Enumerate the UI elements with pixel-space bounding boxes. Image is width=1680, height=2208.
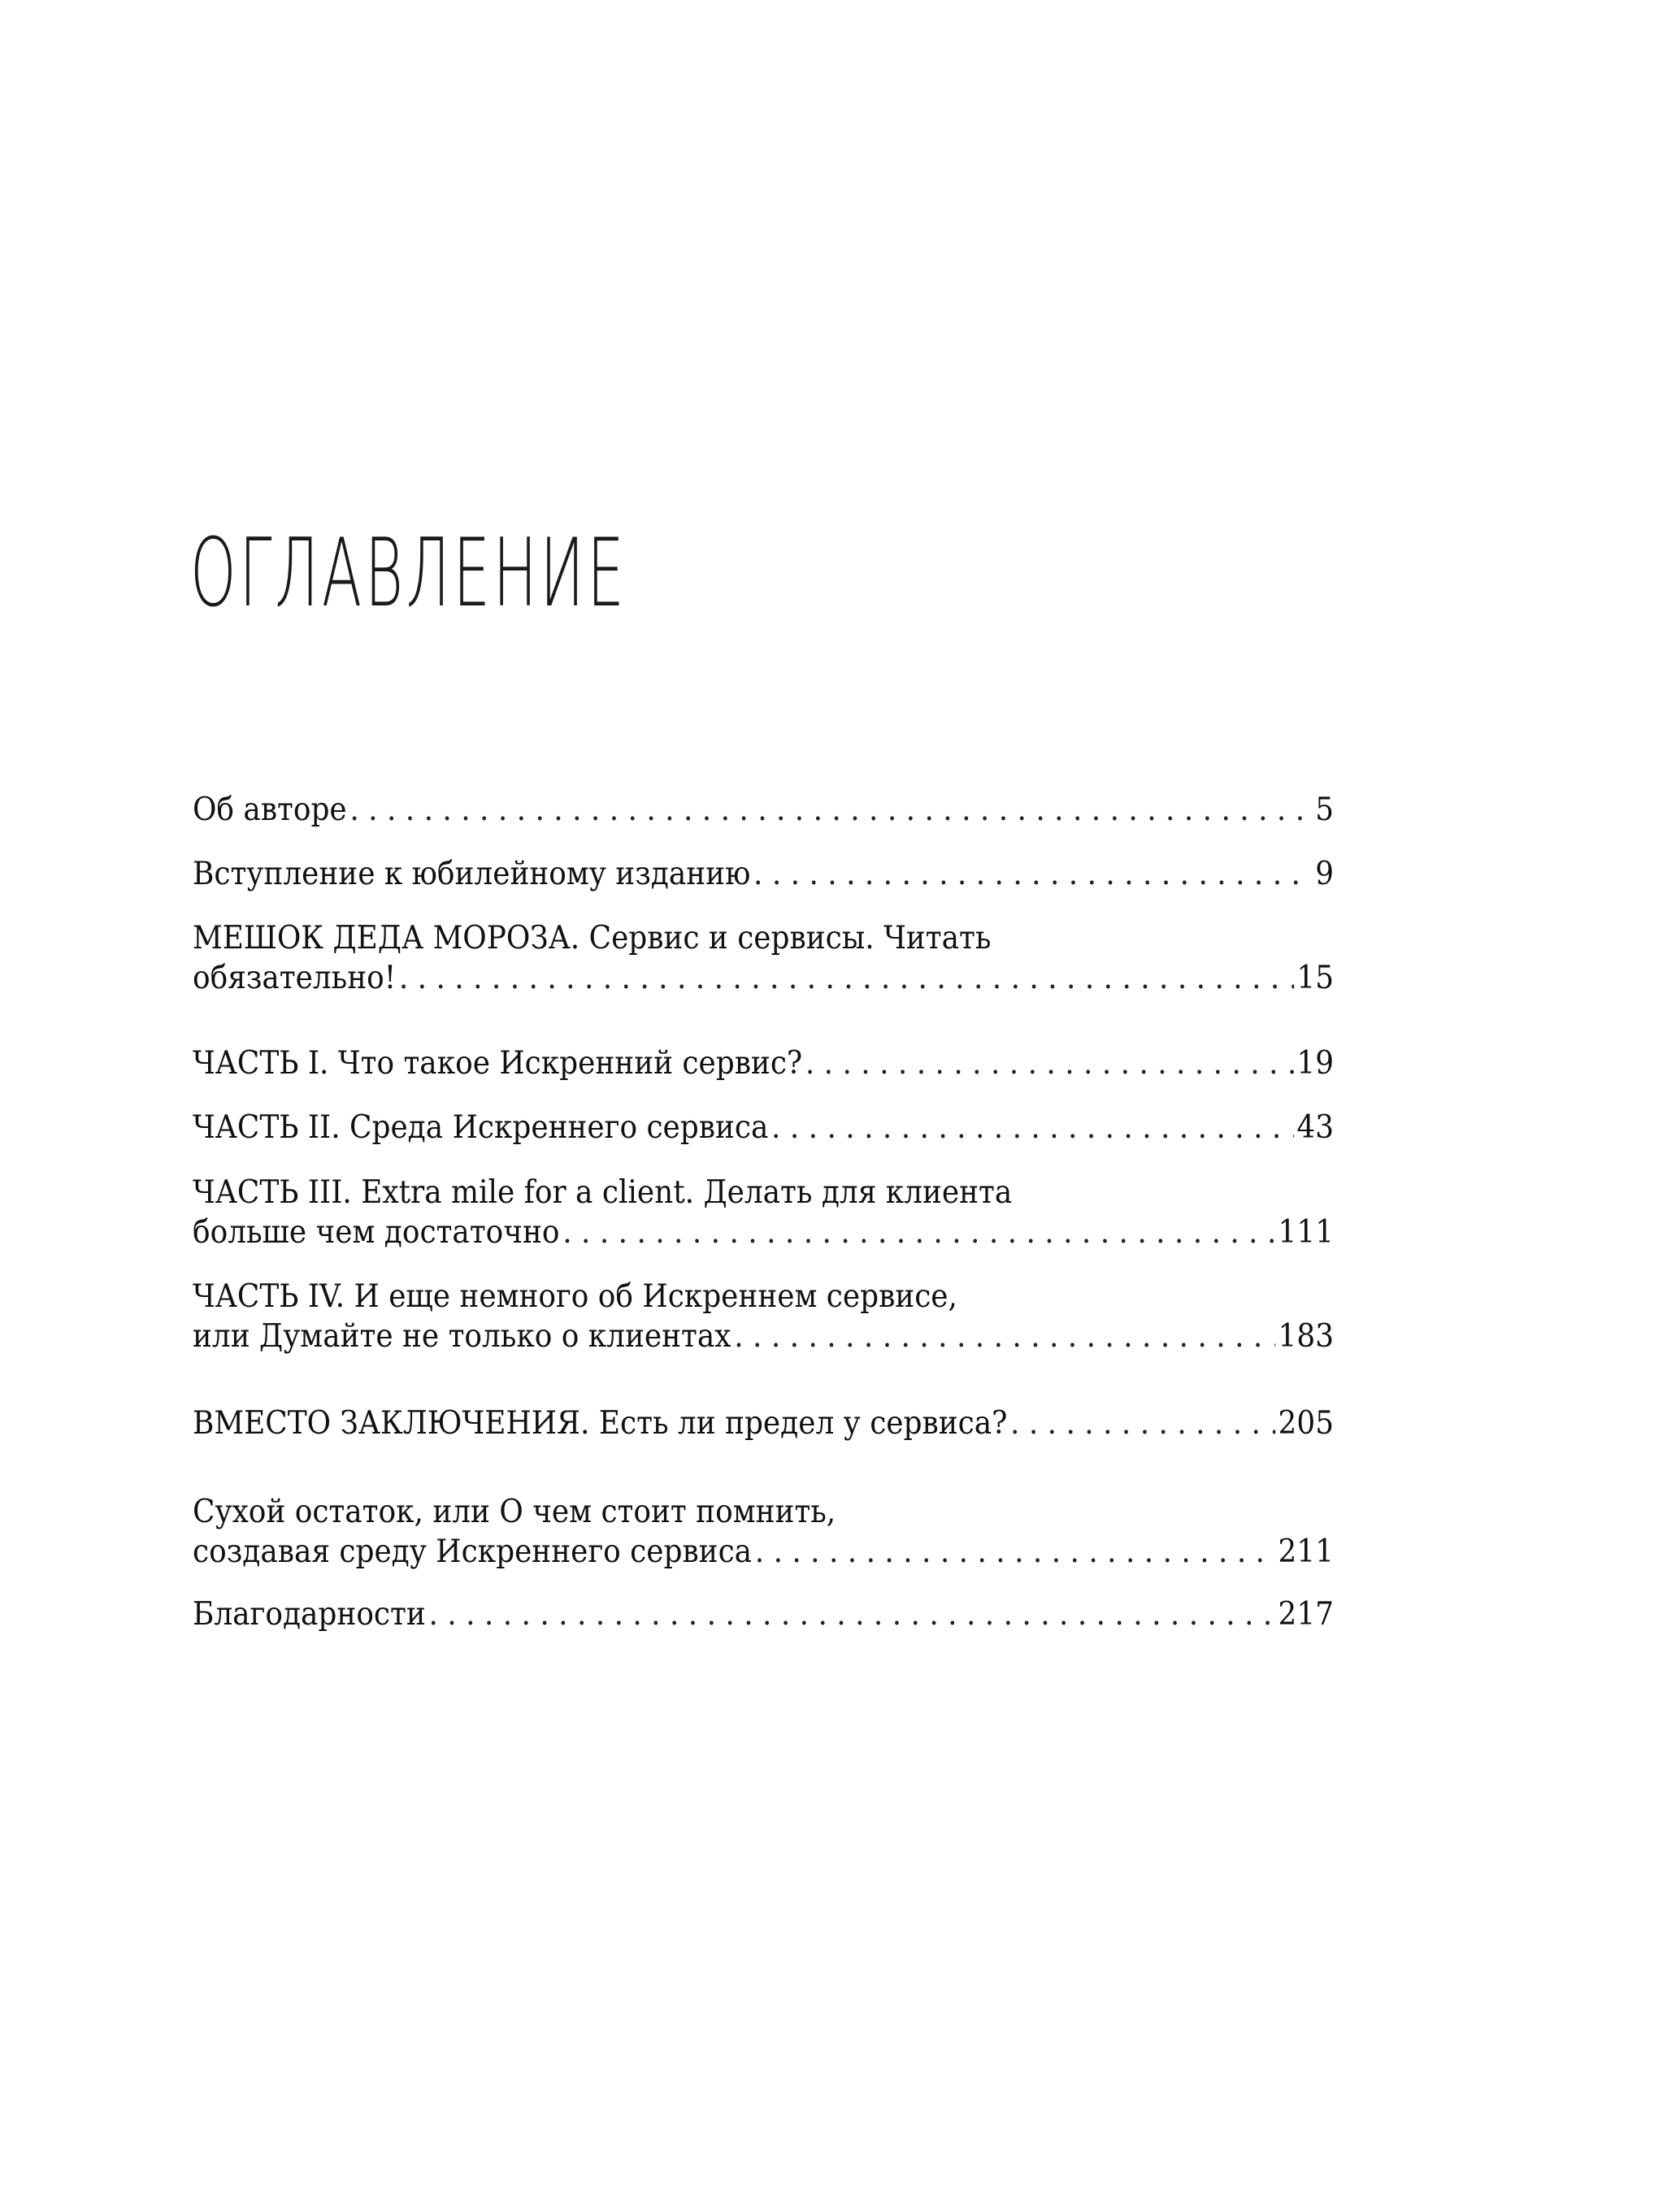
toc-entry-title: МЕШОК ДЕДА МОРОЗА. Сервис и сервисы. Читать xyxy=(193,920,992,957)
toc-entry-title: Об авторе xyxy=(193,792,347,828)
dot-leader xyxy=(734,1317,1275,1356)
toc-page-number: 43 xyxy=(1296,1109,1335,1146)
toc-entry-title-continued: или Думайте не только о клиентах xyxy=(193,1318,731,1355)
toc-entry-introduction[interactable] xyxy=(193,854,1334,894)
toc-entry-title: ВМЕСТО ЗАКЛЮЧЕНИЯ. Есть ли предел у сервиса? xyxy=(193,1405,1008,1442)
toc-page-number: 205 xyxy=(1278,1405,1335,1442)
toc-entry-title: Вступление к юбилейному изданию xyxy=(193,856,751,892)
toc-page-number: 9 xyxy=(1315,856,1335,892)
toc-entry-title: ЧАСТЬ I. Что такое Искренний сервис? xyxy=(193,1045,803,1082)
dot-leader xyxy=(349,790,1312,830)
toc-entry-part-4[interactable] xyxy=(193,1277,1334,1356)
dot-leader xyxy=(805,1043,1294,1083)
page-title: ОГЛАВЛЕНИЕ xyxy=(190,518,627,628)
toc-entry-acknowledgements[interactable] xyxy=(193,1594,1334,1634)
toc-entry-part-1[interactable] xyxy=(193,1043,1334,1083)
dot-leader xyxy=(771,1108,1294,1147)
toc-entry-summary[interactable] xyxy=(193,1492,1334,1572)
toc-page-number: 15 xyxy=(1296,960,1335,996)
toc-entry-title-continued: больше чем достаточно xyxy=(193,1214,560,1251)
toc-page-number: 217 xyxy=(1278,1596,1335,1633)
toc-entry-title-continued: создавая среду Искреннего сервиса xyxy=(193,1533,753,1570)
dot-leader xyxy=(753,854,1313,894)
dot-leader xyxy=(428,1594,1274,1634)
toc-entry-conclusion[interactable] xyxy=(193,1403,1334,1443)
dot-leader xyxy=(755,1532,1275,1572)
toc-page-number: 211 xyxy=(1278,1533,1335,1570)
dot-leader xyxy=(399,958,1294,998)
toc-entry-part-2[interactable] xyxy=(193,1108,1334,1147)
dot-leader xyxy=(562,1212,1275,1252)
toc-page-number: 19 xyxy=(1296,1045,1335,1082)
toc-entry-title: Благодарности xyxy=(193,1596,426,1633)
toc-entry-about-author[interactable] xyxy=(193,790,1334,830)
toc-page-number: 5 xyxy=(1315,792,1335,828)
toc-page-number: 111 xyxy=(1278,1214,1335,1251)
toc-entry-title-continued: обязательно! xyxy=(193,960,397,996)
toc-page-number: 183 xyxy=(1278,1318,1335,1355)
toc-entry-title: ЧАСТЬ IV. И еще немного об Искреннем сервисе, xyxy=(193,1278,957,1315)
toc-entry-title: ЧАСТЬ II. Среда Искреннего сервиса xyxy=(193,1109,769,1146)
toc-entry-part-3[interactable] xyxy=(193,1173,1334,1252)
dot-leader xyxy=(1010,1403,1275,1443)
toc-entry-santa-bag[interactable] xyxy=(193,918,1334,998)
toc-entry-title: ЧАСТЬ III. Extra mile for a client. Делать для клиента xyxy=(193,1174,1013,1211)
toc-entry-title: Сухой остаток, или О чем стоит помнить, xyxy=(193,1494,836,1530)
